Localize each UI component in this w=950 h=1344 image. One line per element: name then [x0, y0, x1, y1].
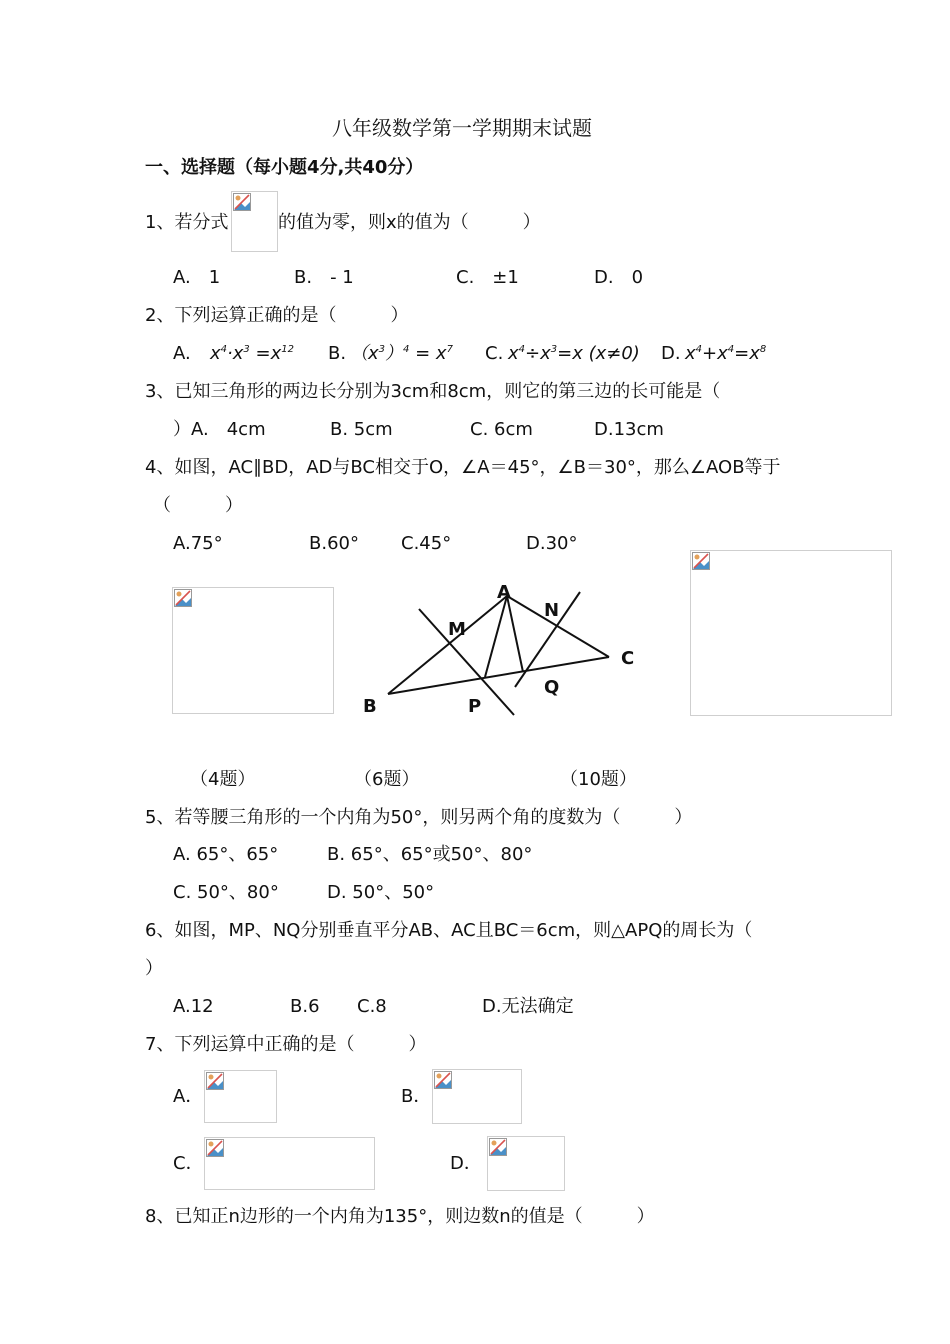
figure-4-placeholder	[172, 587, 334, 714]
question-8: 8、已知正n边形的一个内角为135°，则边数n的值是（ ）	[145, 1206, 655, 1227]
question-1-suffix: 的值为零，则x的值为（ ）	[278, 212, 541, 233]
question-2: 2、下列运算正确的是（ ）	[145, 305, 409, 326]
q6-option-b: B.6	[290, 996, 320, 1017]
broken-image-icon	[489, 1138, 507, 1156]
q7-option-a-image	[204, 1070, 277, 1123]
q2-option-c-label: C.	[485, 343, 504, 364]
section-heading: 一、选择题（每小题4分,共40分）	[145, 157, 424, 178]
broken-image-icon	[434, 1071, 452, 1089]
point-label-n: N	[544, 600, 560, 621]
q2-option-a-expr: $x^4\cdot x^3 =x^{12}$	[210, 343, 294, 364]
q4-option-a: A.75°	[173, 533, 223, 554]
q2-option-d-label: D.	[661, 343, 681, 364]
question-7: 7、下列运算中正确的是（ ）	[145, 1034, 427, 1055]
caption-figure-4: （4题）	[190, 769, 256, 790]
q2-option-b-label: B.	[328, 343, 347, 364]
q1-option-d: D. 0	[594, 267, 644, 288]
q4-option-c: C.45°	[401, 533, 452, 554]
q5-option-a: A. 65°、65°	[173, 844, 279, 865]
q4-option-d: D.30°	[526, 533, 578, 554]
q3-option-c: C. 6cm	[470, 419, 533, 440]
q7-option-b: B．	[401, 1086, 432, 1107]
q7-option-c: C．	[173, 1153, 204, 1174]
broken-image-icon	[692, 552, 710, 570]
q6-option-d: D.无法确定	[482, 996, 574, 1017]
broken-image-icon	[206, 1139, 224, 1157]
q3-option-d: D.13cm	[594, 419, 664, 440]
q1-option-a: A. 1	[173, 267, 221, 288]
formula-image-placeholder	[231, 191, 278, 252]
question-4-line2: （ ）	[153, 495, 243, 516]
q3-option-b: B. 5cm	[330, 419, 393, 440]
question-6-line2: ）	[145, 958, 163, 979]
q6-option-a: A.12	[173, 996, 214, 1017]
point-label-m: M	[448, 619, 466, 640]
q4-option-b: B.60°	[309, 533, 359, 554]
question-3-line2: ）A. 4cm	[173, 419, 266, 440]
q7-option-d: D．	[450, 1153, 482, 1174]
segment-ba	[388, 596, 507, 694]
segment-aq	[507, 596, 523, 672]
question-4-line1: 4、如图，AC∥BD，AD与BC相交于O，∠A＝45°，∠B＝30°，那么∠AOB等于	[145, 457, 781, 478]
figure-6-diagram	[355, 575, 645, 725]
q2-option-d-expr: $x^4+x^4=x^8$	[685, 343, 767, 364]
question-6-line1: 6、如图，MP、NQ分别垂直平分AB、AC且BC＝6cm，则△APQ的周长为（	[145, 920, 753, 941]
point-label-q: Q	[544, 677, 560, 698]
q1-option-b: B. - 1	[294, 267, 354, 288]
segment-ap	[485, 596, 507, 677]
q5-option-c: C. 50°、80°	[173, 882, 279, 903]
q2-option-c-expr: $x^4\div x^3=x$ (x≠0)	[508, 343, 640, 364]
q7-option-a: A．	[173, 1086, 204, 1107]
broken-image-icon	[233, 193, 251, 211]
caption-figure-10: （10题）	[560, 769, 637, 790]
page-title: 八年级数学第一学期期末试题	[332, 116, 592, 140]
q6-option-c: C.8	[357, 996, 387, 1017]
question-3-line1: 3、已知三角形的两边长分别为3cm和8cm，则它的第三边的长可能是（	[145, 381, 721, 402]
q7-option-c-image	[204, 1137, 375, 1190]
q5-option-d: D. 50°、50°	[327, 882, 435, 903]
broken-image-icon	[206, 1072, 224, 1090]
caption-figure-6: （6题）	[354, 769, 420, 790]
q5-option-b: B. 65°、65°或50°、80°	[327, 844, 533, 865]
segment-bc	[388, 657, 609, 694]
question-1-prefix: 1、若分式	[145, 212, 229, 233]
point-label-b: B	[363, 696, 377, 717]
point-label-p: P	[468, 696, 482, 717]
question-5: 5、若等腰三角形的一个内角为50°，则另两个角的度数为（ ）	[145, 807, 693, 828]
figure-10-placeholder	[690, 550, 892, 716]
broken-image-icon	[174, 589, 192, 607]
q7-option-d-image	[487, 1136, 565, 1191]
q1-option-c: C. ±1	[456, 267, 519, 288]
q2-option-a-label: A.	[173, 343, 191, 364]
q2-option-b-expr: $(x^3)^4 = x^7$	[350, 343, 453, 364]
point-label-c: C	[621, 648, 635, 669]
q7-option-b-image	[432, 1069, 522, 1124]
point-label-a: A	[497, 582, 511, 603]
